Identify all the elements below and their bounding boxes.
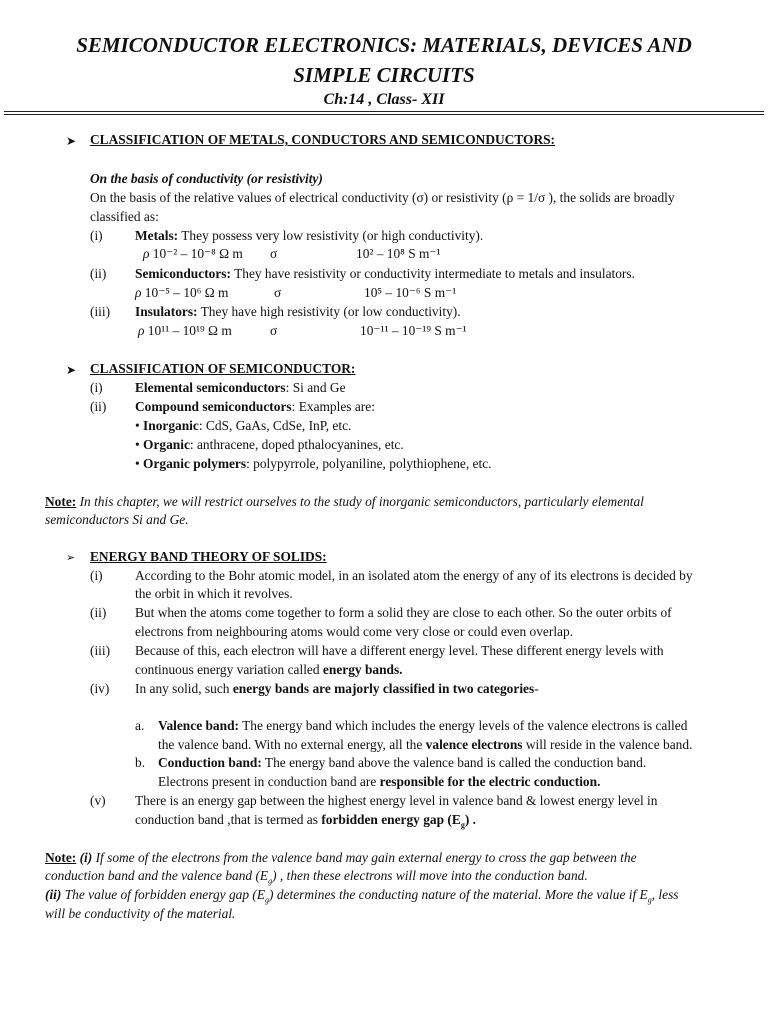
energy-point-1: According to the Bohr atomic model, in an isolated atom the energy of any of its electrons is decided by [135, 568, 693, 583]
sub-list-letter: a. [135, 718, 145, 733]
insulators-conductivity: 10⁻¹¹ – 10⁻¹⁹ S m⁻¹ [360, 323, 467, 338]
note-2-part-2-cont: will be conductivity of the material. [45, 906, 236, 921]
bullet-organic-polymers: • Organic polymers: polypyrrole, polyaniline, polythiophene, etc. [135, 456, 492, 471]
energy-point-2-cont: electrons from neighbouring atoms would come very close or could even overlap. [135, 624, 574, 639]
compound-item: Compound semiconductors: Examples are: [135, 399, 375, 414]
list-number: (i) [90, 380, 103, 395]
note-2-cont: conduction band and the valence band $(E_g)$ , then these electrons will move into the conduction band. [45, 868, 588, 886]
conduction-band-item: Conduction band: The energy band above the valence band is called the conduction band. [158, 755, 647, 770]
metals-conductivity: 10² – 10⁸ S m⁻¹ [356, 246, 441, 261]
section-heading-classification: CLASSIFICATION OF METALS, CONDUCTORS AND SEMICONDUCTORS: [90, 132, 556, 147]
semiconductors-conductivity: 10⁵ – 10⁻⁶ S m⁻¹ [364, 285, 457, 300]
note-1: Note: In this chapter, we will restrict ourselves to the study of inorganic semiconductors, particularly elemental [45, 494, 644, 509]
valence-band-item: Valence band: The energy band which includes the energy levels of the valence electrons is called [158, 718, 688, 733]
page-subtitle: Ch:14 , Class- XII [323, 91, 445, 108]
arrow-bullet-icon: ➢ [66, 552, 76, 564]
elemental-item: Elemental semiconductors: Si and Ge [135, 380, 346, 395]
energy-point-5-cont: conduction band ,that is termed as forbidden energy gap $(E_g)$ . [135, 812, 476, 830]
arrow-bullet-icon: ➤ [66, 134, 77, 148]
energy-point-2: But when the atoms come together to form a solid they are close to each other. So the outer orbits of [135, 605, 672, 620]
header-divider-bottom [4, 114, 764, 115]
basis-heading: On the basis of conductivity (or resistivity) [90, 171, 323, 186]
arrow-bullet-icon: ➤ [66, 363, 77, 377]
page-title: SEMICONDUCTOR ELECTRONICS: MATERIALS, DEVICES AND SIMPLE CIRCUITS [76, 33, 692, 87]
insulators-resistivity: ρ 10¹¹ – 10¹⁹ Ω m [138, 323, 232, 338]
bullet-inorganic: • Inorganic: CdS, GaAs, CdSe, InP, etc. [135, 418, 352, 433]
list-number: (v) [90, 793, 106, 808]
list-number: (iii) [90, 304, 111, 319]
sigma-label: σ [270, 323, 278, 338]
insulators-item: Insulators: They have high resistivity (or low conductivity). [135, 304, 461, 319]
note-2: Note: (i) If some of the electrons from the valence band may gain external energy to cross the gap between the [45, 850, 637, 865]
bullet-organic: • Organic: anthracene, doped pthalocyanines, etc. [135, 437, 404, 452]
intro-text-cont: classified as: [90, 209, 159, 224]
energy-point-4: In any solid, such energy bands are majorly classified in two categories- [135, 681, 539, 696]
section-heading-energy-band: ENERGY BAND THEORY OF SOLIDS: [90, 549, 327, 564]
list-number: (ii) [90, 266, 107, 281]
list-number: (i) [90, 228, 103, 243]
valence-band-item-cont: the valence band. With no external energy, all the valence electrons will reside in the valence band. [158, 737, 693, 752]
list-number: (iv) [90, 681, 110, 696]
energy-point-5: There is an energy gap between the highest energy level in valence band & lowest energy level in [135, 793, 658, 808]
semiconductors-resistivity: ρ 10⁻⁵ – 10⁶ Ω m [135, 285, 229, 300]
sigma-label: σ [270, 246, 278, 261]
energy-point-3-cont: continuous energy variation called energy bands. [135, 662, 403, 677]
note-2-part-2: (ii) The value of forbidden energy gap $(E_g)$ determines the conducting nature of the material. More the value if $E_g$, less [45, 887, 679, 905]
conduction-band-item-cont: Electrons present in conduction band are responsible for the electric conduction. [158, 774, 601, 789]
note-1-cont: semiconductors Si and Ge. [45, 512, 189, 527]
list-number: (ii) [90, 605, 107, 620]
sigma-label: σ [274, 285, 282, 300]
section-heading-semiconductor: CLASSIFICATION OF SEMICONDUCTOR: [90, 361, 356, 376]
header-divider-top [4, 111, 764, 112]
sub-list-letter: b. [135, 755, 146, 770]
metals-item: Metals: They possess very low resistivity (or high conductivity). [135, 228, 484, 243]
list-number: (iii) [90, 643, 111, 658]
intro-text: On the basis of the relative values of electrical conductivity (σ) or resistivity (ρ = 1/σ ), the solids are broadly [90, 190, 675, 205]
energy-point-1-cont: the orbit in which it revolves. [135, 586, 293, 601]
semiconductors-item: Semiconductors: They have resistivity or conductivity intermediate to metals and insulators. [135, 266, 635, 281]
list-number: (ii) [90, 399, 107, 414]
metals-resistivity: ρ 10⁻² – 10⁻⁸ Ω m [143, 246, 243, 261]
energy-point-3: Because of this, each electron will have a different energy level. These different energy levels with [135, 643, 664, 658]
list-number: (i) [90, 568, 103, 583]
